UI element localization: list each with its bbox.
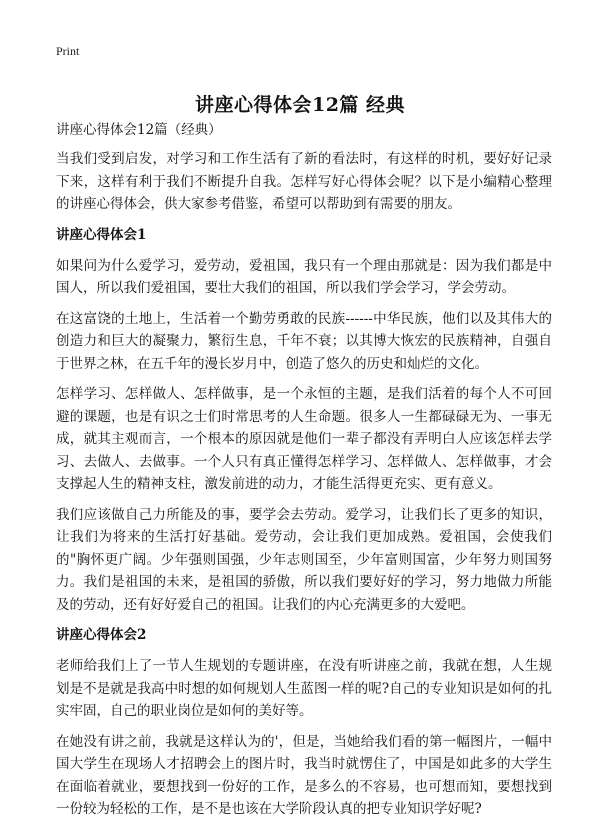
document-subtitle: 讲座心得体会12篇（经典） [56, 122, 222, 138]
body-paragraph: 如果问为什么爱学习，爱劳动，爱祖国，我只有一个理由那就是：因为我们都是中国人，所以我们爱祖国，要壮大我们的祖国，所以我们学会学习，学会劳动。 [56, 257, 552, 296]
print-link[interactable]: Print [56, 44, 80, 58]
section-heading: 讲座心得体会1 [56, 226, 147, 243]
body-paragraph: 我们应该做自己力所能及的事，要学会去劳动。爱学习，让我们长了更多的知识，让我们为将来的生活打好基础。爱劳动，会让我们更加成熟。爱祖国，会使我们的"胸怀更广阔。少年强则国强，少年志则国至，少年富则国富，少年努力则国努力。我们是祖国的未来，是祖国的骄傲，所以我们要好好的学习，努力地做力所能及的劳动，还有好好爱自己的祖国。让我们的内心充满更多的大爱吧。 [56, 506, 552, 613]
body-paragraph: 在这富饶的土地上，生活着一个勤劳勇敢的民族------中华民族，他们以及其伟大的创造力和巨大的凝聚力，繁衍生息，千年不衰；以其博大恢宏的民族精神，自强自于世界之林，在五千年的漫长岁月中，创造了悠久的历史和灿烂的文化。 [56, 310, 552, 372]
body-paragraph: 在她没有讲之前，我就是这样认为的'，但是，当她给我们看的第一幅图片，一幅中国大学生在现场人才招聘会上的图片时，我当时就愣住了，中国是如此多的大学生在面临着就业，要想找到一份好的工作，是多么的不容易，也可想而知，要想找到一份较为轻松的工作，是不是也该在大学阶段认真的把专业知识学好呢? [56, 733, 552, 817]
intro-paragraph: 当我们受到启发，对学习和工作生活有了新的看法时，有这样的时机，要好好记录下来，这样有利于我们不断提升自我。怎样写好心得体会呢？以下是小编精心整理的讲座心得体会，供大家参考借鉴，希望可以帮助到有需要的朋友。 [56, 151, 552, 212]
body-paragraph: 老师给我们上了一节人生规划的专题讲座，在没有听讲座之前，我就在想，人生规划是不是就是我高中时想的如何规划人生蓝图一样的呢?自己的专业知识是如何的扎实牢固，自己的职业岗位是如何的美好等。 [56, 658, 552, 719]
section-heading: 讲座心得体会2 [56, 627, 147, 643]
body-paragraph: 怎样学习、怎样做人、怎样做事，是一个永恒的主题，是我们活着的每个人不可回避的课题，也是有识之士们时常思考的人生命题。很多人一生都碌碌无为、一事无成，就其主观而言，一个根本的原因就是他们一辈子都没有弄明白人应该怎样去学习、去做人、去做事。一个人只有真正懂得怎样学习、怎样做人、怎样做事，才会支撑起人生的精神支柱，激发前进的动力，才能生活得更充实、更有意义。 [56, 386, 552, 492]
article-body [56, 148, 552, 829]
page-title: 讲座心得体会12篇 经典 [194, 93, 406, 116]
